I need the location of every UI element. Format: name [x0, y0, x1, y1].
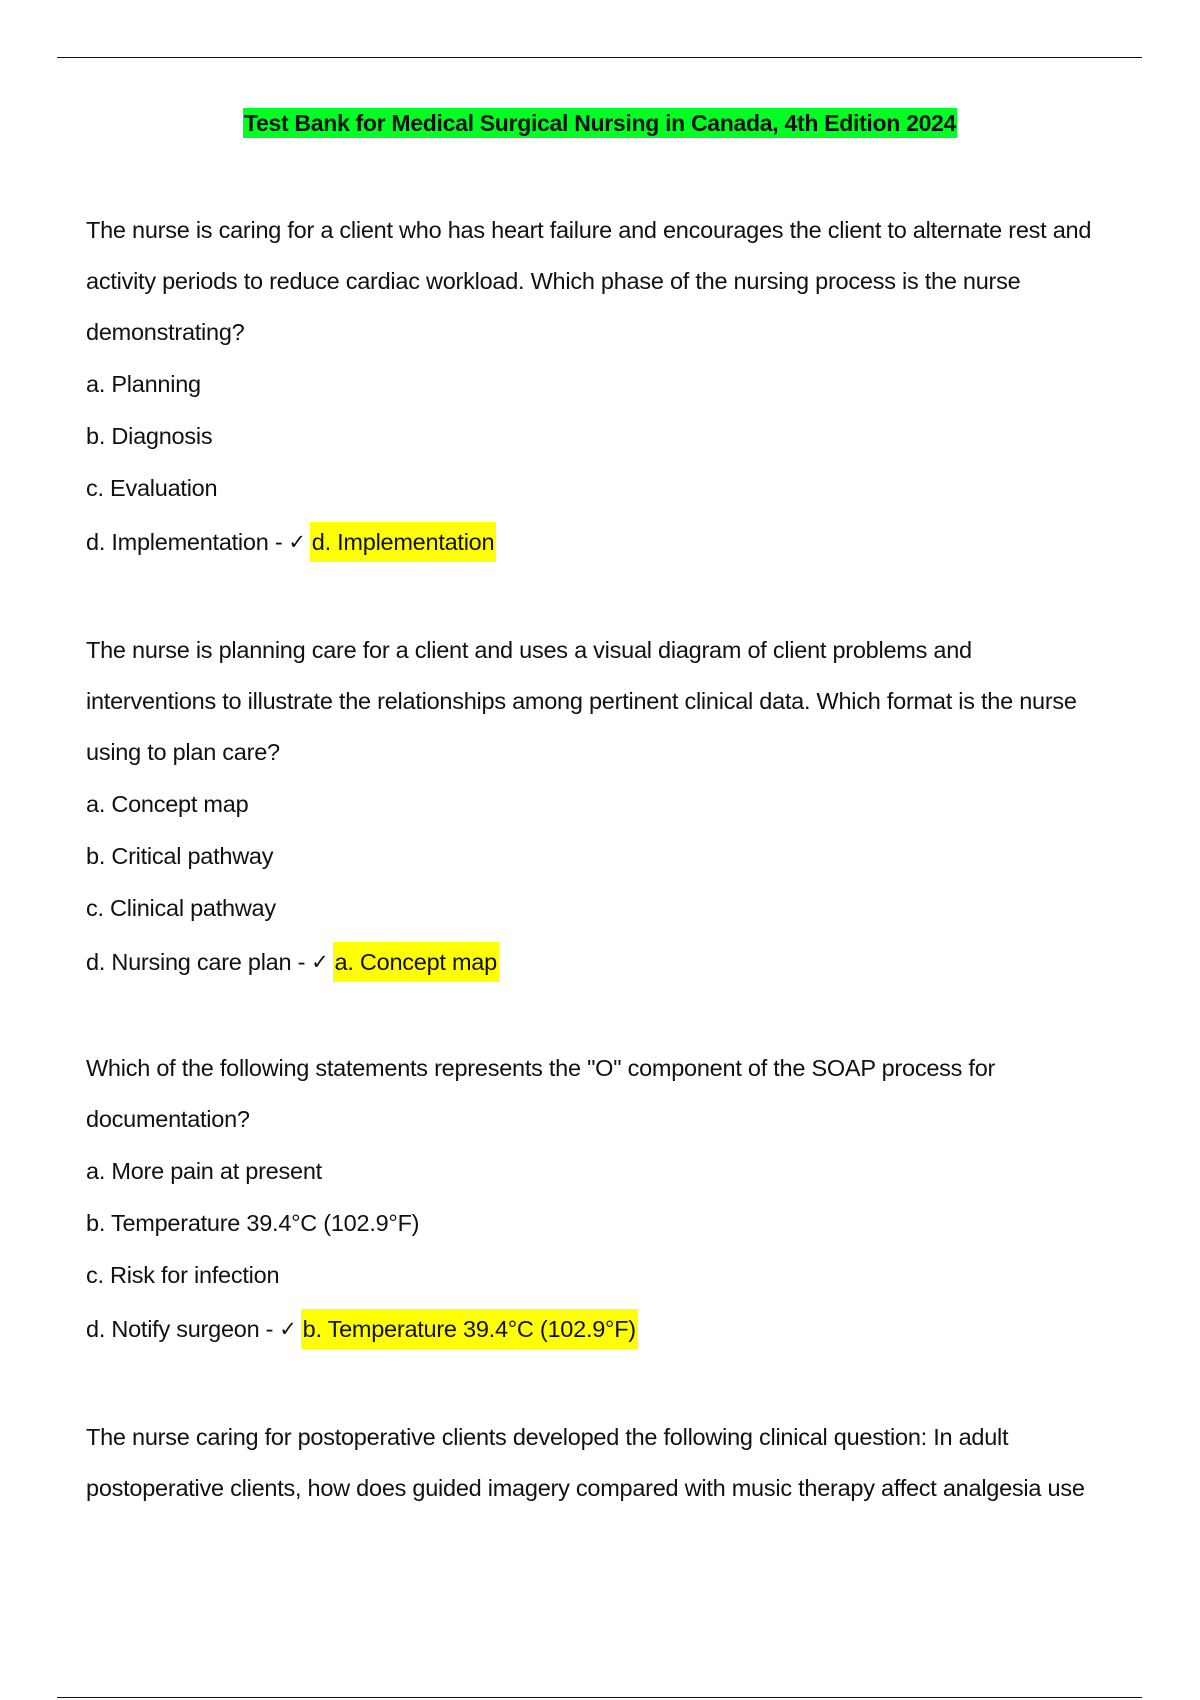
- checkmark-icon: ✓: [311, 950, 329, 974]
- question-2: [86, 625, 1186, 990]
- stem-line: using to plan care?: [86, 739, 280, 765]
- answer-options: [86, 778, 1186, 934]
- option-a: a. Planning: [86, 371, 201, 397]
- stem-line: The nurse is caring for a client who has heart failure and encourages the client to alternate rest and: [86, 217, 1092, 243]
- stem-line: Which of the following statements represents the "O" component of the SOAP process for: [86, 1055, 996, 1081]
- correct-answer: a. Concept map: [333, 942, 499, 982]
- answer-options: [86, 358, 1186, 514]
- answer-options: [86, 1145, 1186, 1301]
- option-b: b. Diagnosis: [86, 423, 213, 449]
- question-stem: [86, 1043, 1186, 1145]
- option-b: b. Critical pathway: [86, 843, 274, 869]
- option-a: a. Concept map: [86, 791, 249, 817]
- option-a: a. More pain at present: [86, 1158, 322, 1184]
- option-c: c. Clinical pathway: [86, 895, 276, 921]
- question-stem: [86, 205, 1186, 358]
- option-b: b. Temperature 39.4°C (102.9°F): [86, 1210, 420, 1236]
- option-d-with-answer: [86, 514, 1186, 570]
- checkmark-icon: ✓: [288, 530, 306, 554]
- stem-line: demonstrating?: [86, 319, 245, 345]
- stem-line: The nurse is planning care for a client and uses a visual diagram of client problems and: [86, 637, 972, 663]
- checkmark-icon: ✓: [279, 1317, 297, 1341]
- option-d-with-answer: [86, 934, 1186, 990]
- correct-answer: d. Implementation: [310, 522, 497, 562]
- correct-answer: b. Temperature 39.4°C (102.9°F): [301, 1309, 638, 1349]
- question-stem: [86, 625, 1186, 778]
- question-3: [86, 1043, 1186, 1357]
- question-1: [86, 205, 1186, 570]
- option-d-with-answer: [86, 1301, 1186, 1357]
- option-c: c. Risk for infection: [86, 1262, 280, 1288]
- stem-line: activity periods to reduce cardiac workload. Which phase of the nursing process is the nurse: [86, 268, 1021, 294]
- stem-line: documentation?: [86, 1106, 250, 1132]
- option-d: d. Implementation -: [86, 528, 283, 555]
- option-d: d. Notify surgeon -: [86, 1315, 274, 1342]
- title-block: [0, 108, 1200, 138]
- option-d: d. Nursing care plan -: [86, 948, 306, 975]
- stem-line: interventions to illustrate the relationships among pertinent clinical data. Which format is the nurse: [86, 688, 1077, 714]
- question-4: [86, 1412, 1186, 1514]
- question-stem: [86, 1412, 1186, 1514]
- stem-line: The nurse caring for postoperative clients developed the following clinical question: In adult: [86, 1424, 1009, 1450]
- footer-rule: [57, 1697, 1142, 1698]
- stem-line: postoperative clients, how does guided imagery compared with music therapy affect analgesia use: [86, 1475, 1085, 1501]
- header-rule: [57, 57, 1142, 58]
- option-c: c. Evaluation: [86, 475, 218, 501]
- document-title: Test Bank for Medical Surgical Nursing in Canada, 4th Edition 2024: [243, 110, 957, 136]
